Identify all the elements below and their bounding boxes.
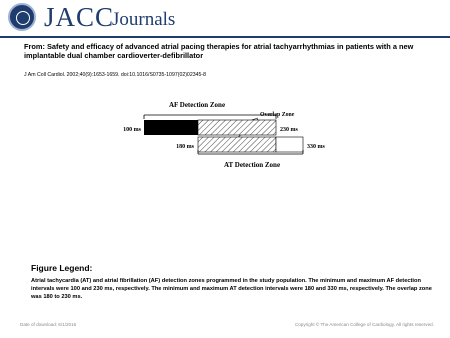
at-max-label: 330 ms [307,144,325,150]
download-date: Date of download: 6/1/2016 [20,322,77,327]
brand-name: JACC [44,2,115,32]
af-min-label: 100 ms [123,127,141,133]
header-divider [0,36,450,38]
af-zone-label: AF Detection Zone [168,101,226,109]
brand-suffix: Journals [112,9,176,30]
article-title: From: Safety and efficacy of advanced atrial pacing therapies for atrial tachyarrhythmias in patients with a new implantable dual chamber cardioverter-defibrillator [24,42,414,60]
legend-heading: Figure Legend: [31,263,93,273]
article-citation: J Am Coll Cardiol. 2002;40(9):1653-1659. doi:10.1016/S0735-1097(02)02345-8 [24,72,206,78]
overlap-zone-label: Overlap Zone [260,112,295,118]
detection-zone-diagram [0,85,450,245]
legend-text: Atrial tachycardia (AT) and atrial fibrillation (AF) detection zones programmed in the study population. The minimum and maximum AF detection intervals were 100 and 230 ms, respectively. The minimum and maximum AT detection intervals were 180 and 330 ms, respectively. The overlap zone was 180 to 230 ms. [31,278,432,300]
copyright-notice: Copyright © The American College of Cardiology. All rights reserved. [294,322,434,327]
at-overlap-bar [198,137,276,152]
at-min-label: 180 ms [176,144,194,150]
at-zone-label: AT Detection Zone [223,161,281,169]
af-overlap-bar [198,120,276,135]
journal-header [0,0,450,36]
at-open-bar [276,137,303,152]
af-solid-bar [144,120,198,135]
diagram-svg [0,85,450,245]
acc-seal-logo-icon [8,3,36,31]
af-max-label: 230 ms [280,127,298,133]
